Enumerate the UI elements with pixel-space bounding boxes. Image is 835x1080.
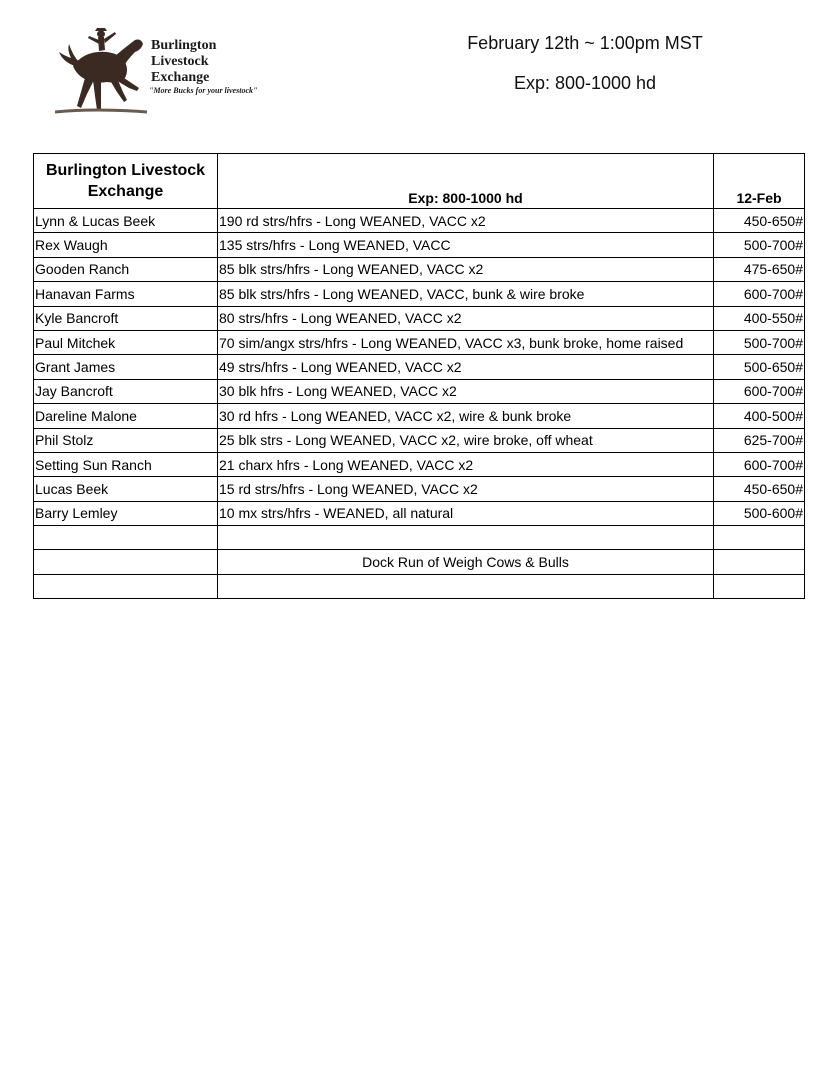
consignor-cell: Jay Bancroft: [34, 379, 218, 403]
table-row-blank: [34, 526, 805, 550]
description-cell: 30 blk hfrs - Long WEANED, VACC x2: [218, 379, 714, 403]
table-row: [34, 330, 805, 354]
weight-cell: 400-500#: [714, 404, 805, 428]
table-row: [34, 209, 805, 233]
table-expected-header: Exp: 800-1000 hd: [218, 154, 714, 209]
description-cell: 190 rd strs/hfrs - Long WEANED, VACC x2: [218, 209, 714, 233]
table-cell-empty: [34, 550, 218, 574]
table-row: [34, 501, 805, 525]
table-row: [34, 355, 805, 379]
table-row: [34, 233, 805, 257]
description-cell: 85 blk strs/hfrs - Long WEANED, VACC x2: [218, 257, 714, 281]
consignor-cell: Barry Lemley: [34, 501, 218, 525]
description-cell: 15 rd strs/hfrs - Long WEANED, VACC x2: [218, 477, 714, 501]
logo-name-line: Burlington: [151, 38, 217, 53]
table-date-header: 12-Feb: [714, 154, 805, 209]
table-row: [34, 257, 805, 281]
table-cell-empty: [34, 574, 218, 598]
description-cell: 30 rd hfrs - Long WEANED, VACC x2, wire & bunk broke: [218, 404, 714, 428]
logo-name-line: Livestock: [151, 54, 209, 69]
consignor-cell: Gooden Ranch: [34, 257, 218, 281]
weight-cell: 475-650#: [714, 257, 805, 281]
weight-cell: 600-700#: [714, 379, 805, 403]
bucking-horse-rider-icon: [55, 26, 147, 118]
sale-date-time: February 12th ~ 1:00pm MST: [467, 33, 703, 53]
table-title: Burlington Livestock Exchange: [34, 154, 218, 209]
table-row: [34, 379, 805, 403]
consignment-table: [33, 153, 805, 599]
weight-cell: 500-700#: [714, 330, 805, 354]
description-cell: 70 sim/angx strs/hfrs - Long WEANED, VACC x3, bunk broke, home raised: [218, 330, 714, 354]
description-cell: 25 blk strs - Long WEANED, VACC x2, wire broke, off wheat: [218, 428, 714, 452]
table-row: [34, 428, 805, 452]
table-cell-empty: [714, 550, 805, 574]
description-cell: 85 blk strs/hfrs - Long WEANED, VACC, bunk & wire broke: [218, 282, 714, 306]
consignor-cell: Grant James: [34, 355, 218, 379]
logo-tagline: "More Bucks for your livestock": [149, 86, 258, 95]
table-cell-empty: [218, 526, 714, 550]
description-cell: 49 strs/hfrs - Long WEANED, VACC x2: [218, 355, 714, 379]
weight-cell: 450-650#: [714, 209, 805, 233]
table-row: [34, 404, 805, 428]
description-cell: 10 mx strs/hfrs - WEANED, all natural: [218, 501, 714, 525]
table-cell-empty: [714, 574, 805, 598]
table-header-row: [34, 154, 805, 209]
table-row: [34, 282, 805, 306]
consignor-cell: Lynn & Lucas Beek: [34, 209, 218, 233]
weight-cell: 600-700#: [714, 452, 805, 476]
table-row: [34, 306, 805, 330]
table-row: [34, 452, 805, 476]
table-row-blank: [34, 574, 805, 598]
weight-cell: 400-550#: [714, 306, 805, 330]
table-row: [34, 477, 805, 501]
table-row-note: [34, 550, 805, 574]
table-cell-empty: [218, 574, 714, 598]
weight-cell: 625-700#: [714, 428, 805, 452]
description-cell: 21 charx hfrs - Long WEANED, VACC x2: [218, 452, 714, 476]
logo-name-line: Exchange: [151, 70, 210, 85]
consignor-cell: Dareline Malone: [34, 404, 218, 428]
description-cell: 135 strs/hfrs - Long WEANED, VACC: [218, 233, 714, 257]
consignor-cell: Lucas Beek: [34, 477, 218, 501]
weight-cell: 450-650#: [714, 477, 805, 501]
table-cell-empty: [714, 526, 805, 550]
table-cell-empty: [34, 526, 218, 550]
consignor-cell: Setting Sun Ranch: [34, 452, 218, 476]
logo-company-name: [151, 38, 216, 86]
consignor-cell: Hanavan Farms: [34, 282, 218, 306]
consignor-cell: Paul Mitchek: [34, 330, 218, 354]
consignor-cell: Phil Stolz: [34, 428, 218, 452]
weight-cell: 500-650#: [714, 355, 805, 379]
consignor-cell: Kyle Bancroft: [34, 306, 218, 330]
weight-cell: 600-700#: [714, 282, 805, 306]
weight-cell: 500-700#: [714, 233, 805, 257]
company-logo: [55, 26, 305, 118]
dock-run-note: Dock Run of Weigh Cows & Bulls: [218, 550, 714, 574]
sale-expected-head: Exp: 800-1000 hd: [513, 73, 657, 93]
description-cell: 80 strs/hfrs - Long WEANED, VACC x2: [218, 306, 714, 330]
consignor-cell: Rex Waugh: [34, 233, 218, 257]
weight-cell: 500-600#: [714, 501, 805, 525]
